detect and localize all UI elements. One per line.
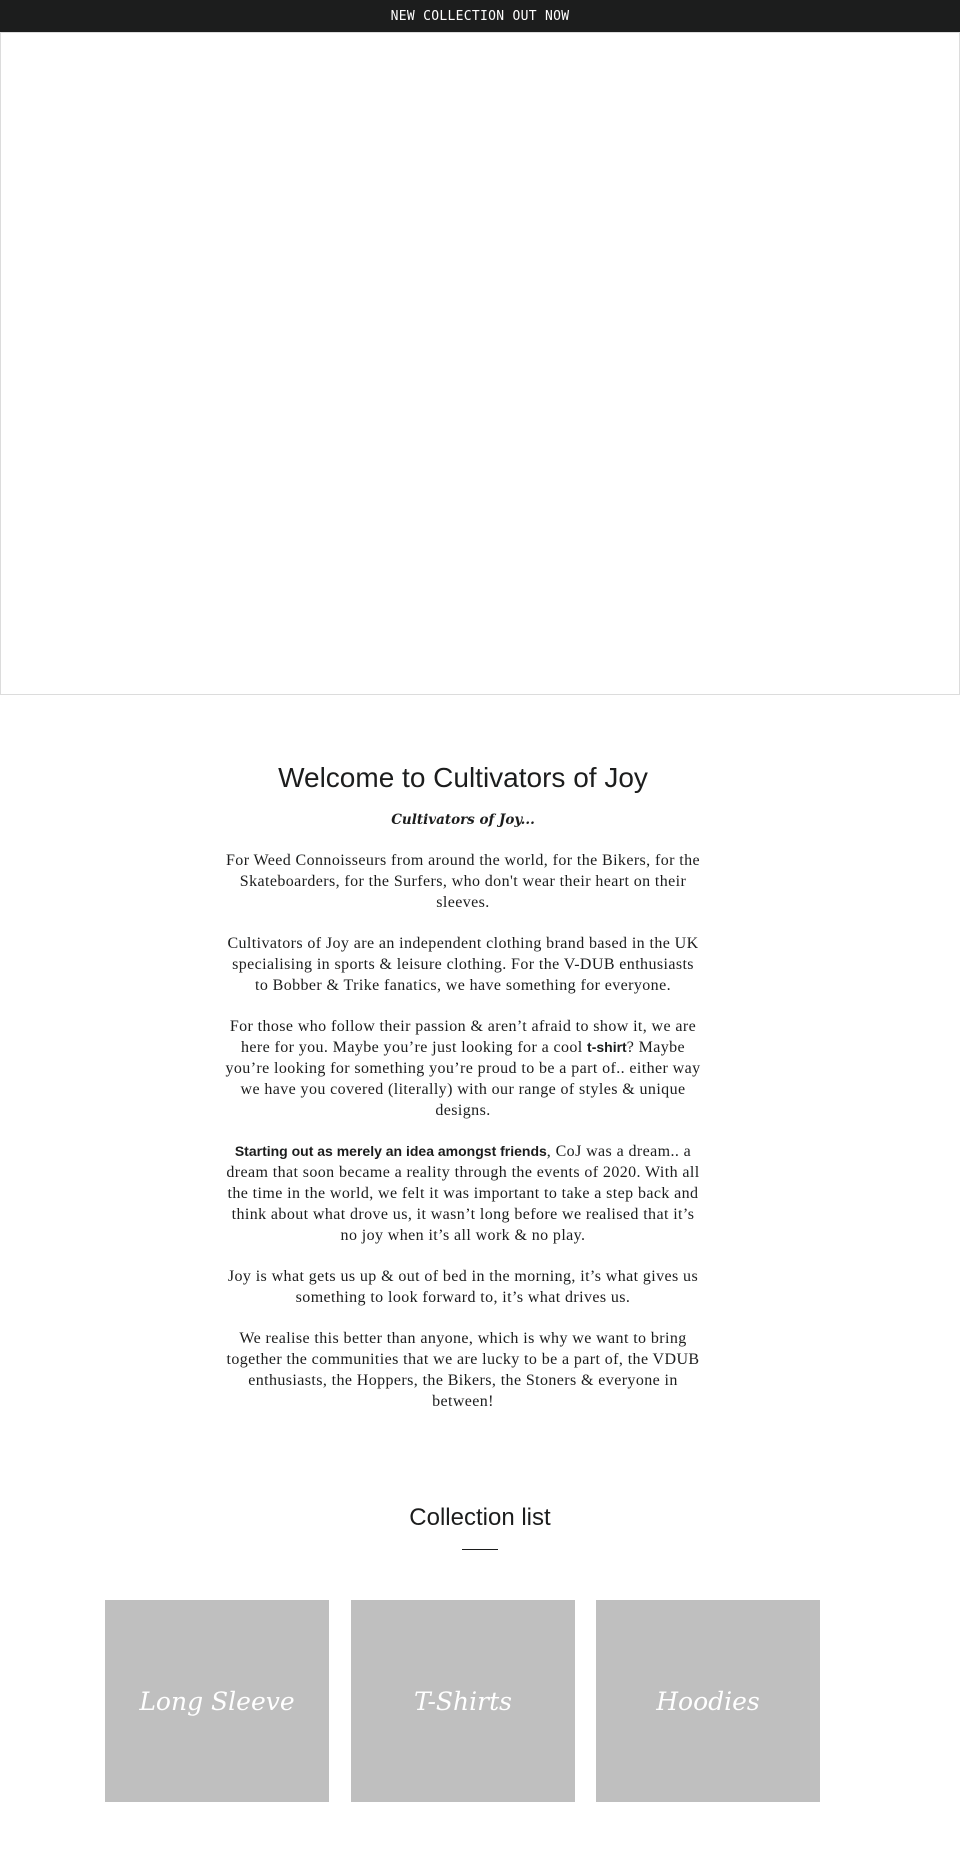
- welcome-section: [225, 758, 701, 1412]
- collection-tile-t-shirts[interactable]: [351, 1600, 575, 1802]
- collection-tile-label: Long Sleeve: [139, 1686, 295, 1716]
- announcement-bar[interactable]: NEW COLLECTION OUT NOW: [0, 0, 960, 32]
- heading-divider: [462, 1549, 498, 1550]
- welcome-paragraph-3: [225, 1016, 701, 1121]
- welcome-paragraph-5: Joy is what gets us up & out of bed in the morning, it’s what gives us something to look forward to, it’s what drives us.: [227, 1268, 699, 1306]
- collection-tile-hoodies[interactable]: [596, 1600, 820, 1802]
- welcome-paragraph-4: [225, 1141, 701, 1246]
- welcome-title: Welcome to Cultivators of Joy: [278, 762, 648, 793]
- collection-list-header: [0, 1498, 960, 1550]
- welcome-paragraph-1: For Weed Connoisseurs from around the world, for the Bikers, for the Skateboarders, for the Surfers, who don't wear their heart on their sleeves.: [226, 852, 700, 911]
- hero-image-placeholder: [0, 32, 960, 695]
- collection-tile-long-sleeve[interactable]: [105, 1600, 329, 1802]
- collection-list-title: Collection list: [409, 1504, 551, 1531]
- paragraph-4-text: , CoJ was a dream.. a dream that soon became a reality through the events of 2020. With all the time in the world, we felt it was important to take a step back and think about what drove us, it wasn’t long before we realised that it’s no joy when it’s all work & no play.: [226, 1143, 700, 1244]
- welcome-paragraph-6: We realise this better than anyone, which is why we want to bring together the communities that we are lucky to be a part of, the VDUB enthusiasts, the Hoppers, the Bikers, the Stoners & everyone in between!: [226, 1330, 700, 1410]
- collection-tile-label: T-Shirts: [414, 1686, 512, 1716]
- welcome-paragraph-2: Cultivators of Joy are an independent clothing brand based in the UK specialising in sports & leisure clothing. For the V-DUB enthusiasts to Bobber & Trike fanatics, we have something for everyone.: [227, 935, 699, 994]
- t-shirt-bold: t-shirt: [587, 1039, 627, 1055]
- paragraph-3-text-start: For those who follow their passion & aren’t afraid to show it, we are here for you. Maybe you’re just looking for a cool: [229, 1018, 697, 1056]
- collection-tile-label: Hoodies: [656, 1686, 760, 1716]
- paragraph-3-text-end: ? Maybe you’re looking for something you’re proud to be a part of.. either way we have you covered (literally) with our range of styles & unique designs.: [225, 1039, 701, 1119]
- idea-amongst-friends-bold: Starting out as merely an idea amongst friends: [234, 1143, 547, 1159]
- welcome-tagline: Cultivators of Joy...: [391, 812, 535, 828]
